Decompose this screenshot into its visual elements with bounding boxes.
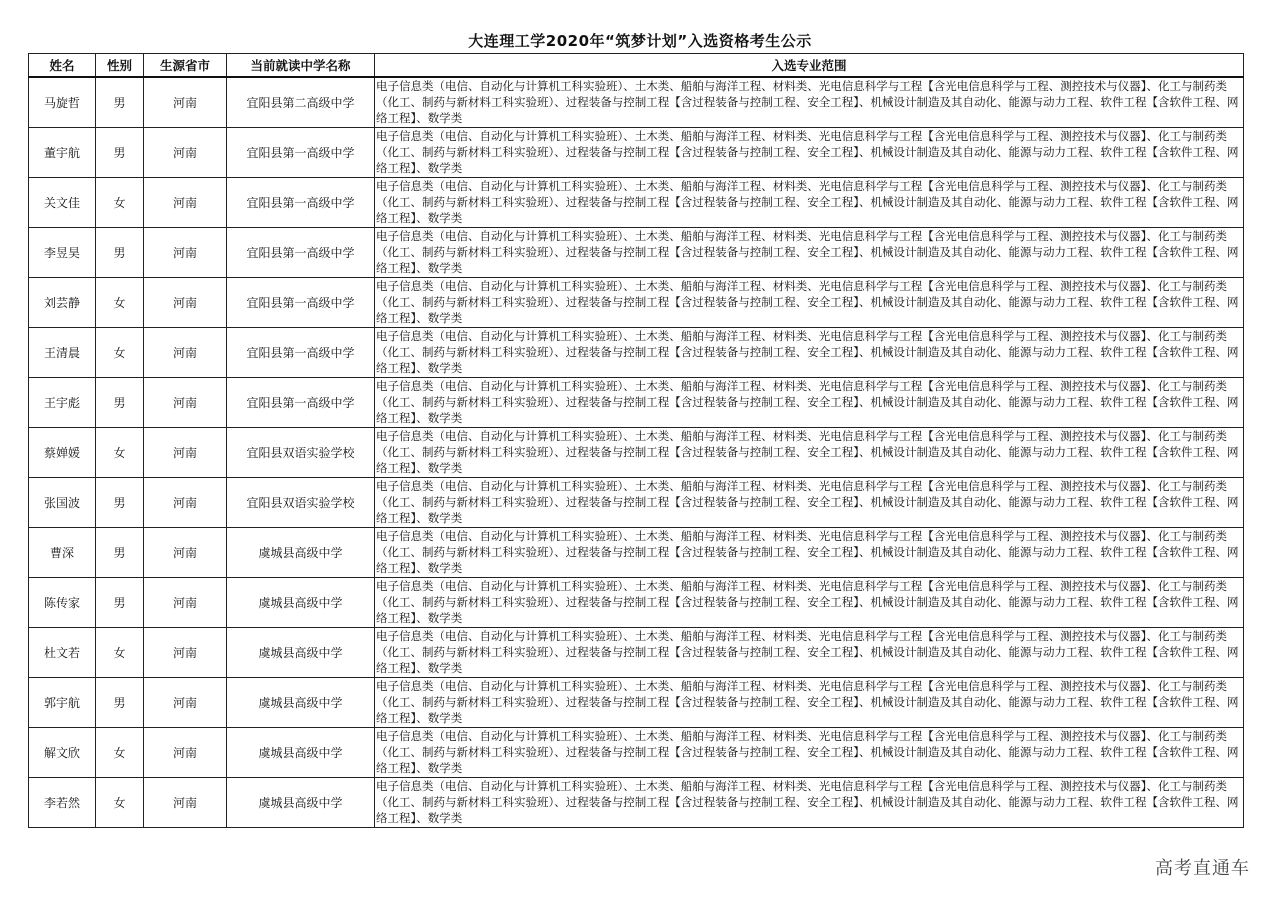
cell-school: 虞城县高级中学 (227, 578, 375, 628)
table-row (29, 578, 1244, 628)
table-row (29, 178, 1244, 228)
cell-province: 河南 (144, 728, 227, 778)
cell-province: 河南 (144, 278, 227, 328)
table-row (29, 428, 1244, 478)
header-province: 生源省市 (144, 54, 227, 78)
cell-gender: 女 (96, 428, 144, 478)
cell-school: 虞城县高级中学 (227, 728, 375, 778)
cell-school: 宜阳县第一高级中学 (227, 228, 375, 278)
cell-school: 宜阳县第一高级中学 (227, 328, 375, 378)
cell-gender: 男 (96, 678, 144, 728)
page-title: 大连理工学2020年“筑梦计划”入选资格考生公示 (468, 32, 812, 50)
table-row (29, 628, 1244, 678)
cell-school: 宜阳县第二高级中学 (227, 77, 375, 128)
cell-school: 虞城县高级中学 (227, 528, 375, 578)
cell-scope (375, 478, 1244, 528)
header-scope: 入选专业范围 (375, 54, 1244, 78)
cell-gender: 女 (96, 178, 144, 228)
cell-gender: 男 (96, 228, 144, 278)
cell-name: 郭宇航 (29, 678, 96, 728)
header-name: 姓名 (29, 54, 96, 78)
cell-province: 河南 (144, 428, 227, 478)
cell-gender: 女 (96, 278, 144, 328)
header-school: 当前就读中学名称 (227, 54, 375, 78)
cell-scope (375, 328, 1244, 378)
table-header-row (29, 54, 1244, 78)
cell-province: 河南 (144, 778, 227, 828)
table-row (29, 278, 1244, 328)
cell-school: 宜阳县双语实验学校 (227, 428, 375, 478)
cell-scope (375, 228, 1244, 278)
scope-text: 电子信息类（电信、自动化与计算机工科实验班）、土木类、船舶与海洋工程、材料类、光电信息科学与工程【含光电信息科学与工程、测控技术与仪器】、化工与制药类（化工、制药与新材料工科实验班）、过程装备与控制工程【含过程装备与控制工程、安全工程】、机械设计制造及其自动化、能源与动力工程、软件工程【含软件工程、网络工程】、数学类 (376, 279, 1239, 325)
cell-name: 马旋哲 (29, 77, 96, 128)
table-row (29, 528, 1244, 578)
table-row (29, 678, 1244, 728)
cell-school: 宜阳县第一高级中学 (227, 278, 375, 328)
cell-name: 王清晨 (29, 328, 96, 378)
cell-province: 河南 (144, 77, 227, 128)
cell-name: 曹深 (29, 528, 96, 578)
cell-school: 宜阳县第一高级中学 (227, 378, 375, 428)
cell-name: 关文佳 (29, 178, 96, 228)
scope-text: 电子信息类（电信、自动化与计算机工科实验班）、土木类、船舶与海洋工程、材料类、光电信息科学与工程【含光电信息科学与工程、测控技术与仪器】、化工与制药类（化工、制药与新材料工科实验班）、过程装备与控制工程【含过程装备与控制工程、安全工程】、机械设计制造及其自动化、能源与动力工程、软件工程【含软件工程、网络工程】、数学类 (376, 579, 1239, 625)
cell-province: 河南 (144, 578, 227, 628)
cell-name: 解文欣 (29, 728, 96, 778)
cell-province: 河南 (144, 478, 227, 528)
cell-province: 河南 (144, 128, 227, 178)
cell-scope (375, 77, 1244, 128)
cell-name: 杜文若 (29, 628, 96, 678)
cell-scope (375, 378, 1244, 428)
cell-province: 河南 (144, 628, 227, 678)
scope-text: 电子信息类（电信、自动化与计算机工科实验班）、土木类、船舶与海洋工程、材料类、光电信息科学与工程【含光电信息科学与工程、测控技术与仪器】、化工与制药类（化工、制药与新材料工科实验班）、过程装备与控制工程【含过程装备与控制工程、安全工程】、机械设计制造及其自动化、能源与动力工程、软件工程【含软件工程、网络工程】、数学类 (376, 729, 1239, 775)
scope-text: 电子信息类（电信、自动化与计算机工科实验班）、土木类、船舶与海洋工程、材料类、光电信息科学与工程【含光电信息科学与工程、测控技术与仪器】、化工与制药类（化工、制药与新材料工科实验班）、过程装备与控制工程【含过程装备与控制工程、安全工程】、机械设计制造及其自动化、能源与动力工程、软件工程【含软件工程、网络工程】、数学类 (376, 679, 1239, 725)
cell-scope (375, 278, 1244, 328)
table-row (29, 328, 1244, 378)
cell-school: 宜阳县第一高级中学 (227, 178, 375, 228)
cell-school: 虞城县高级中学 (227, 678, 375, 728)
table-row (29, 228, 1244, 278)
header-gender: 性别 (96, 54, 144, 78)
scope-text: 电子信息类（电信、自动化与计算机工科实验班）、土木类、船舶与海洋工程、材料类、光电信息科学与工程【含光电信息科学与工程、测控技术与仪器】、化工与制药类（化工、制药与新材料工科实验班）、过程装备与控制工程【含过程装备与控制工程、安全工程】、机械设计制造及其自动化、能源与动力工程、软件工程【含软件工程、网络工程】、数学类 (376, 779, 1239, 825)
table-row (29, 128, 1244, 178)
cell-name: 李昱昊 (29, 228, 96, 278)
cell-scope (375, 528, 1244, 578)
cell-gender: 女 (96, 328, 144, 378)
scope-text: 电子信息类（电信、自动化与计算机工科实验班）、土木类、船舶与海洋工程、材料类、光电信息科学与工程【含光电信息科学与工程、测控技术与仪器】、化工与制药类（化工、制药与新材料工科实验班）、过程装备与控制工程【含过程装备与控制工程、安全工程】、机械设计制造及其自动化、能源与动力工程、软件工程【含软件工程、网络工程】、数学类 (376, 329, 1239, 375)
cell-name: 董宇航 (29, 128, 96, 178)
cell-name: 张国波 (29, 478, 96, 528)
cell-name: 刘芸静 (29, 278, 96, 328)
cell-province: 河南 (144, 328, 227, 378)
cell-scope (375, 128, 1244, 178)
cell-province: 河南 (144, 378, 227, 428)
cell-scope (375, 178, 1244, 228)
cell-school: 虞城县高级中学 (227, 778, 375, 828)
cell-scope (375, 728, 1244, 778)
scope-text: 电子信息类（电信、自动化与计算机工科实验班）、土木类、船舶与海洋工程、材料类、光电信息科学与工程【含光电信息科学与工程、测控技术与仪器】、化工与制药类（化工、制药与新材料工科实验班）、过程装备与控制工程【含过程装备与控制工程、安全工程】、机械设计制造及其自动化、能源与动力工程、软件工程【含软件工程、网络工程】、数学类 (376, 79, 1239, 125)
cell-gender: 男 (96, 77, 144, 128)
scope-text: 电子信息类（电信、自动化与计算机工科实验班）、土木类、船舶与海洋工程、材料类、光电信息科学与工程【含光电信息科学与工程、测控技术与仪器】、化工与制药类（化工、制药与新材料工科实验班）、过程装备与控制工程【含过程装备与控制工程、安全工程】、机械设计制造及其自动化、能源与动力工程、软件工程【含软件工程、网络工程】、数学类 (376, 379, 1239, 425)
cell-province: 河南 (144, 228, 227, 278)
cell-name: 李若然 (29, 778, 96, 828)
cell-gender: 男 (96, 528, 144, 578)
cell-school: 宜阳县第一高级中学 (227, 128, 375, 178)
cell-province: 河南 (144, 528, 227, 578)
cell-gender: 男 (96, 478, 144, 528)
cell-gender: 女 (96, 628, 144, 678)
cell-scope (375, 778, 1244, 828)
cell-name: 陈传家 (29, 578, 96, 628)
cell-scope (375, 628, 1244, 678)
cell-gender: 男 (96, 128, 144, 178)
cell-name: 蔡婵媛 (29, 428, 96, 478)
cell-gender: 男 (96, 578, 144, 628)
candidate-table (28, 53, 1244, 828)
cell-scope (375, 428, 1244, 478)
scope-text: 电子信息类（电信、自动化与计算机工科实验班）、土木类、船舶与海洋工程、材料类、光电信息科学与工程【含光电信息科学与工程、测控技术与仪器】、化工与制药类（化工、制药与新材料工科实验班）、过程装备与控制工程【含过程装备与控制工程、安全工程】、机械设计制造及其自动化、能源与动力工程、软件工程【含软件工程、网络工程】、数学类 (376, 129, 1239, 175)
cell-school: 宜阳县双语实验学校 (227, 478, 375, 528)
table-row (29, 728, 1244, 778)
scope-text: 电子信息类（电信、自动化与计算机工科实验班）、土木类、船舶与海洋工程、材料类、光电信息科学与工程【含光电信息科学与工程、测控技术与仪器】、化工与制药类（化工、制药与新材料工科实验班）、过程装备与控制工程【含过程装备与控制工程、安全工程】、机械设计制造及其自动化、能源与动力工程、软件工程【含软件工程、网络工程】、数学类 (376, 629, 1239, 675)
table-row (29, 778, 1244, 828)
cell-school: 虞城县高级中学 (227, 628, 375, 678)
table-row (29, 77, 1244, 128)
table-row (29, 378, 1244, 428)
cell-province: 河南 (144, 178, 227, 228)
watermark: 高考直通车 (1155, 858, 1250, 879)
cell-name: 王宇彪 (29, 378, 96, 428)
cell-scope (375, 678, 1244, 728)
cell-gender: 女 (96, 728, 144, 778)
cell-province: 河南 (144, 678, 227, 728)
scope-text: 电子信息类（电信、自动化与计算机工科实验班）、土木类、船舶与海洋工程、材料类、光电信息科学与工程【含光电信息科学与工程、测控技术与仪器】、化工与制药类（化工、制药与新材料工科实验班）、过程装备与控制工程【含过程装备与控制工程、安全工程】、机械设计制造及其自动化、能源与动力工程、软件工程【含软件工程、网络工程】、数学类 (376, 479, 1239, 525)
scope-text: 电子信息类（电信、自动化与计算机工科实验班）、土木类、船舶与海洋工程、材料类、光电信息科学与工程【含光电信息科学与工程、测控技术与仪器】、化工与制药类（化工、制药与新材料工科实验班）、过程装备与控制工程【含过程装备与控制工程、安全工程】、机械设计制造及其自动化、能源与动力工程、软件工程【含软件工程、网络工程】、数学类 (376, 429, 1239, 475)
scope-text: 电子信息类（电信、自动化与计算机工科实验班）、土木类、船舶与海洋工程、材料类、光电信息科学与工程【含光电信息科学与工程、测控技术与仪器】、化工与制药类（化工、制药与新材料工科实验班）、过程装备与控制工程【含过程装备与控制工程、安全工程】、机械设计制造及其自动化、能源与动力工程、软件工程【含软件工程、网络工程】、数学类 (376, 179, 1239, 225)
table-row (29, 478, 1244, 528)
scope-text: 电子信息类（电信、自动化与计算机工科实验班）、土木类、船舶与海洋工程、材料类、光电信息科学与工程【含光电信息科学与工程、测控技术与仪器】、化工与制药类（化工、制药与新材料工科实验班）、过程装备与控制工程【含过程装备与控制工程、安全工程】、机械设计制造及其自动化、能源与动力工程、软件工程【含软件工程、网络工程】、数学类 (376, 229, 1239, 275)
cell-gender: 女 (96, 778, 144, 828)
cell-gender: 男 (96, 378, 144, 428)
cell-scope (375, 578, 1244, 628)
scope-text: 电子信息类（电信、自动化与计算机工科实验班）、土木类、船舶与海洋工程、材料类、光电信息科学与工程【含光电信息科学与工程、测控技术与仪器】、化工与制药类（化工、制药与新材料工科实验班）、过程装备与控制工程【含过程装备与控制工程、安全工程】、机械设计制造及其自动化、能源与动力工程、软件工程【含软件工程、网络工程】、数学类 (376, 529, 1239, 575)
